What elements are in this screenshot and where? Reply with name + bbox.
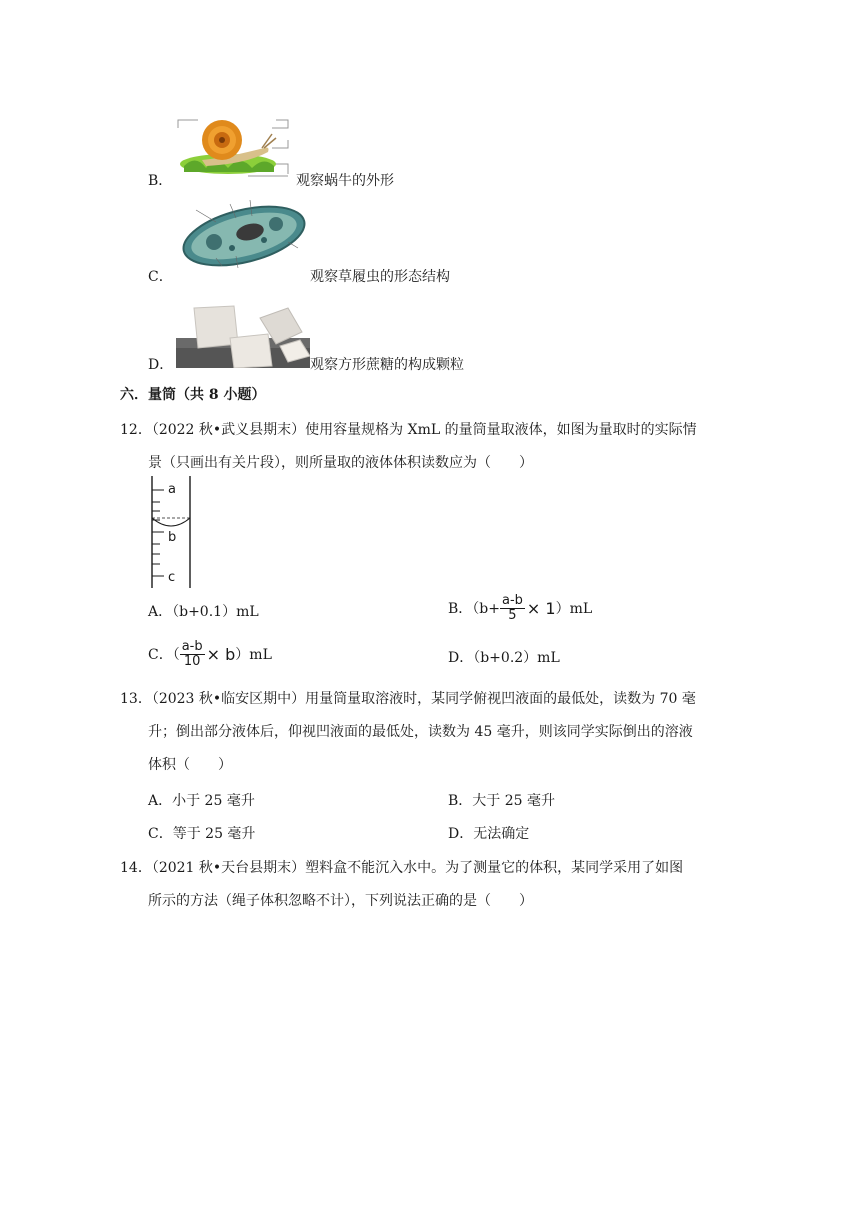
- q13-option-d: D．无法确定: [448, 826, 530, 842]
- q12-option-c-numerator: a-b: [181, 639, 203, 654]
- cylinder-label-a: a: [168, 482, 176, 497]
- option-c-text: 观察草履虫的形态结构: [310, 269, 450, 285]
- q12-option-b: [448, 594, 592, 622]
- q12-line1: 12．（2022 秋•武义县期末）使用容量规格为 XmL 的量筒量取液体，如图为量取时的实际情: [120, 422, 697, 438]
- q14-line2: 所示的方法（绳子体积忽略不计），下列说法正确的是（ ）: [148, 893, 533, 909]
- q13-line2: 升；倒出部分液体后，仰视凹液面的最低处，读数为 45 毫升，则该同学实际倒出的溶液: [148, 724, 693, 740]
- option-d-text: 观察方形蔗糖的构成颗粒: [310, 357, 464, 373]
- q13-option-a: A．小于 25 毫升: [148, 793, 255, 809]
- option-b-letter: B．: [148, 173, 173, 189]
- q13-line1: 13．（2023 秋•临安区期中）用量筒量取溶液时，某同学俯视凹液面的最低处，读数为 70 毫: [120, 691, 696, 707]
- cylinder-label-c: c: [168, 570, 176, 585]
- q12-option-c: [148, 640, 272, 668]
- section-title: 六．量筒（共 8 小题）: [120, 387, 266, 403]
- q13-option-c: C．等于 25 毫升: [148, 826, 256, 842]
- q12-option-b-denominator: 5: [508, 607, 517, 623]
- q12-option-b-fraction: [500, 594, 525, 622]
- option-b-text: 观察蜗牛的外形: [296, 173, 394, 189]
- paramecium-image: [176, 196, 306, 272]
- cylinder-label-b: b: [168, 530, 177, 545]
- q12-option-b-prefix: B．（b+: [448, 601, 500, 618]
- q12-option-b-numerator: a-b: [501, 593, 523, 608]
- option-d-letter: D．: [148, 357, 174, 373]
- q12-option-c-denominator: 10: [183, 653, 201, 669]
- q12-line2: 景（只画出有关片段），则所量取的液体体积读数应为（ ）: [148, 455, 533, 471]
- q12-option-c-times: × b: [206, 644, 236, 664]
- q12-option-b-suffix: ）mL: [555, 601, 593, 618]
- q12-option-c-prefix: C．（: [148, 647, 180, 664]
- q12-option-b-times: × 1: [526, 598, 556, 618]
- q13-option-b: B．大于 25 毫升: [448, 793, 556, 809]
- snail-image: [176, 114, 296, 186]
- q13-line3: 体积（ ）: [148, 757, 232, 773]
- option-c-letter: C．: [148, 269, 173, 285]
- sugar-cubes-image: [176, 304, 310, 368]
- q12-option-c-fraction: [180, 640, 205, 668]
- q12-option-a: A．（b+0.1）mL: [148, 604, 259, 620]
- q12-option-c-suffix: ）mL: [235, 647, 272, 664]
- q12-option-d: D．（b+0.2）mL: [448, 650, 560, 666]
- q14-line1: 14．（2021 秋•天台县期末）塑料盒不能沉入水中。为了测量它的体积，某同学采用了如图: [120, 860, 684, 876]
